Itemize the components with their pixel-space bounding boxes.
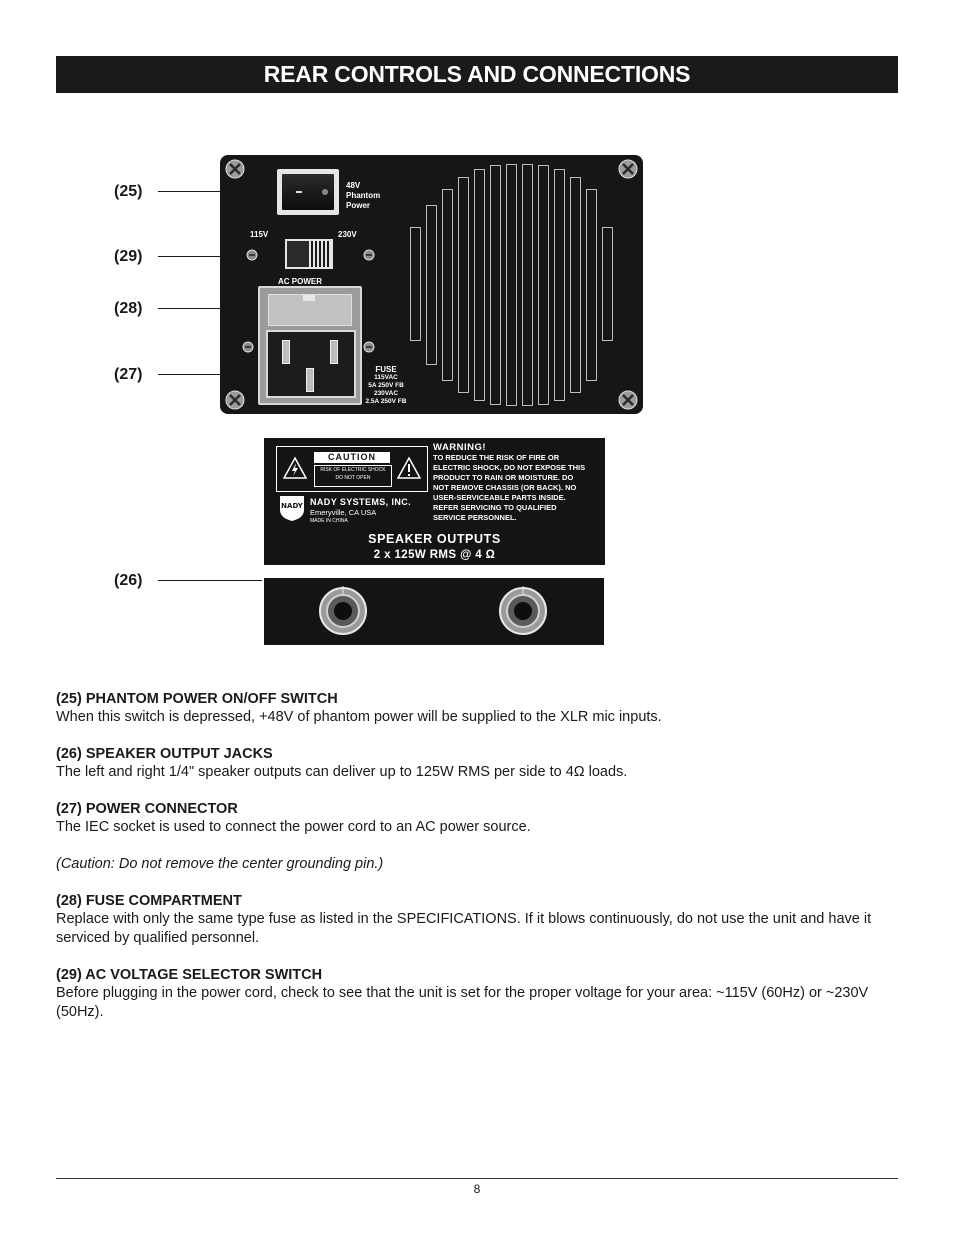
phantom-label-phantom: Phantom <box>346 191 381 200</box>
ac-power-label: AC POWER <box>278 277 322 286</box>
phantom-power-switch <box>277 169 339 215</box>
page-title: REAR CONTROLS AND CONNECTIONS <box>56 56 898 93</box>
voltage-label-230: 230V <box>338 230 357 239</box>
feature-descriptions <box>56 690 898 1040</box>
item-title: (27) POWER CONNECTOR <box>56 801 238 817</box>
item-speaker-outputs <box>56 745 898 782</box>
iec-socket <box>266 330 356 398</box>
iec-power-connector <box>258 286 362 405</box>
rocker-mark-icon <box>296 191 302 193</box>
callout-27: (27) <box>114 366 143 383</box>
fuse-rating: FUSE 115VAC 5A 250V FB 230VAC 2.5A 250V FB <box>365 365 407 405</box>
rocker-dot-icon <box>322 189 328 195</box>
ground-pin-icon <box>306 368 314 392</box>
company-city: Emeryville, CA USA <box>310 508 377 517</box>
voltage-selector-switch <box>285 239 333 269</box>
small-screw-icon <box>363 341 375 353</box>
lightning-warning-icon <box>283 456 307 480</box>
item-caution-note: (Caution: Do not remove the center grounding pin.) <box>56 856 384 872</box>
quarter-inch-jack-icon <box>498 586 548 636</box>
phantom-label-48v: 48V <box>346 181 361 190</box>
warning-text: TO REDUCE THE RISK OF FIRE OR ELECTRIC SHOCK, DO NOT EXPOSE THIS PRODUCT TO RAIN OR MOISTURE. DO NOT REMOVE CHASSIS (OR BACK). NO USER-SERVICEABLE PARTS INSIDE. REFER SERVICING TO QUALIFIED SERVICE PERSONNEL. <box>433 453 586 522</box>
item-title: (25) PHANTOM POWER ON/OFF SWITCH <box>56 691 338 707</box>
company-name: NADY SYSTEMS, INC. <box>310 497 412 507</box>
item-description: Replace with only the same type fuse as listed in the SPECIFICATIONS. If it blows continuously, do not use the unit and have it serviced by qualified personnel. <box>56 911 872 946</box>
rear-panel-illustration <box>220 155 643 414</box>
quarter-inch-jack-icon <box>318 586 368 636</box>
pin-icon <box>282 340 290 364</box>
small-screw-icon <box>242 341 254 353</box>
leader-line-26 <box>158 580 262 581</box>
speaker-jack-plate <box>264 578 604 645</box>
made-in: MADE IN CHINA <box>310 518 348 524</box>
item-title: (28) FUSE COMPARTMENT <box>56 893 242 909</box>
footer-divider <box>56 1178 898 1179</box>
item-description: The IEC socket is used to connect the power cord to an AC power source. <box>56 819 531 835</box>
callout-26: (26) <box>114 572 143 589</box>
item-voltage-selector <box>56 966 898 1022</box>
small-screw-icon <box>246 249 258 261</box>
screw-icon <box>225 159 245 179</box>
item-description: When this switch is depressed, +48V of phantom power will be supplied to the XLR mic inputs. <box>56 709 662 725</box>
item-phantom-power <box>56 690 898 727</box>
voltage-label-115: 115V <box>250 230 269 239</box>
warning-label <box>264 438 605 565</box>
warning-title: WARNING! <box>433 442 487 453</box>
power-rating: 2 x 125W RMS @ 4 Ω <box>373 549 496 561</box>
caution-word: CAUTION <box>314 452 390 463</box>
item-description: The left and right 1/4" speaker outputs can deliver up to 125W RMS per side to 4Ω loads. <box>56 764 628 780</box>
nady-logo-icon <box>278 494 306 522</box>
item-power-connector <box>56 800 898 874</box>
screw-icon <box>618 159 638 179</box>
speaker-outputs-heading: SPEAKER OUTPUTS <box>368 532 501 546</box>
fuse-compartment <box>268 294 352 326</box>
item-title: (29) AC VOLTAGE SELECTOR SWITCH <box>56 967 323 983</box>
exclamation-warning-icon <box>397 456 421 480</box>
phantom-label-power: Power <box>346 201 371 210</box>
caution-box <box>276 446 428 492</box>
screw-icon <box>618 390 638 410</box>
small-screw-icon <box>363 249 375 261</box>
callout-28: (28) <box>114 300 143 317</box>
pin-icon <box>330 340 338 364</box>
item-title: (26) SPEAKER OUTPUT JACKS <box>56 746 273 762</box>
screw-icon <box>225 390 245 410</box>
callout-25: (25) <box>114 183 143 200</box>
page-number: 8 <box>473 1182 481 1196</box>
svg-text:NADY: NADY <box>281 502 303 510</box>
callout-29: (29) <box>114 248 143 265</box>
caution-subtext: RISK OF ELECTRIC SHOCK DO NOT OPEN <box>314 465 392 487</box>
item-fuse-compartment <box>56 892 898 948</box>
item-description: Before plugging in the power cord, check to see that the unit is set for the proper voltage for your area: ~115V (60Hz) or ~230V (50Hz). <box>56 985 869 1020</box>
